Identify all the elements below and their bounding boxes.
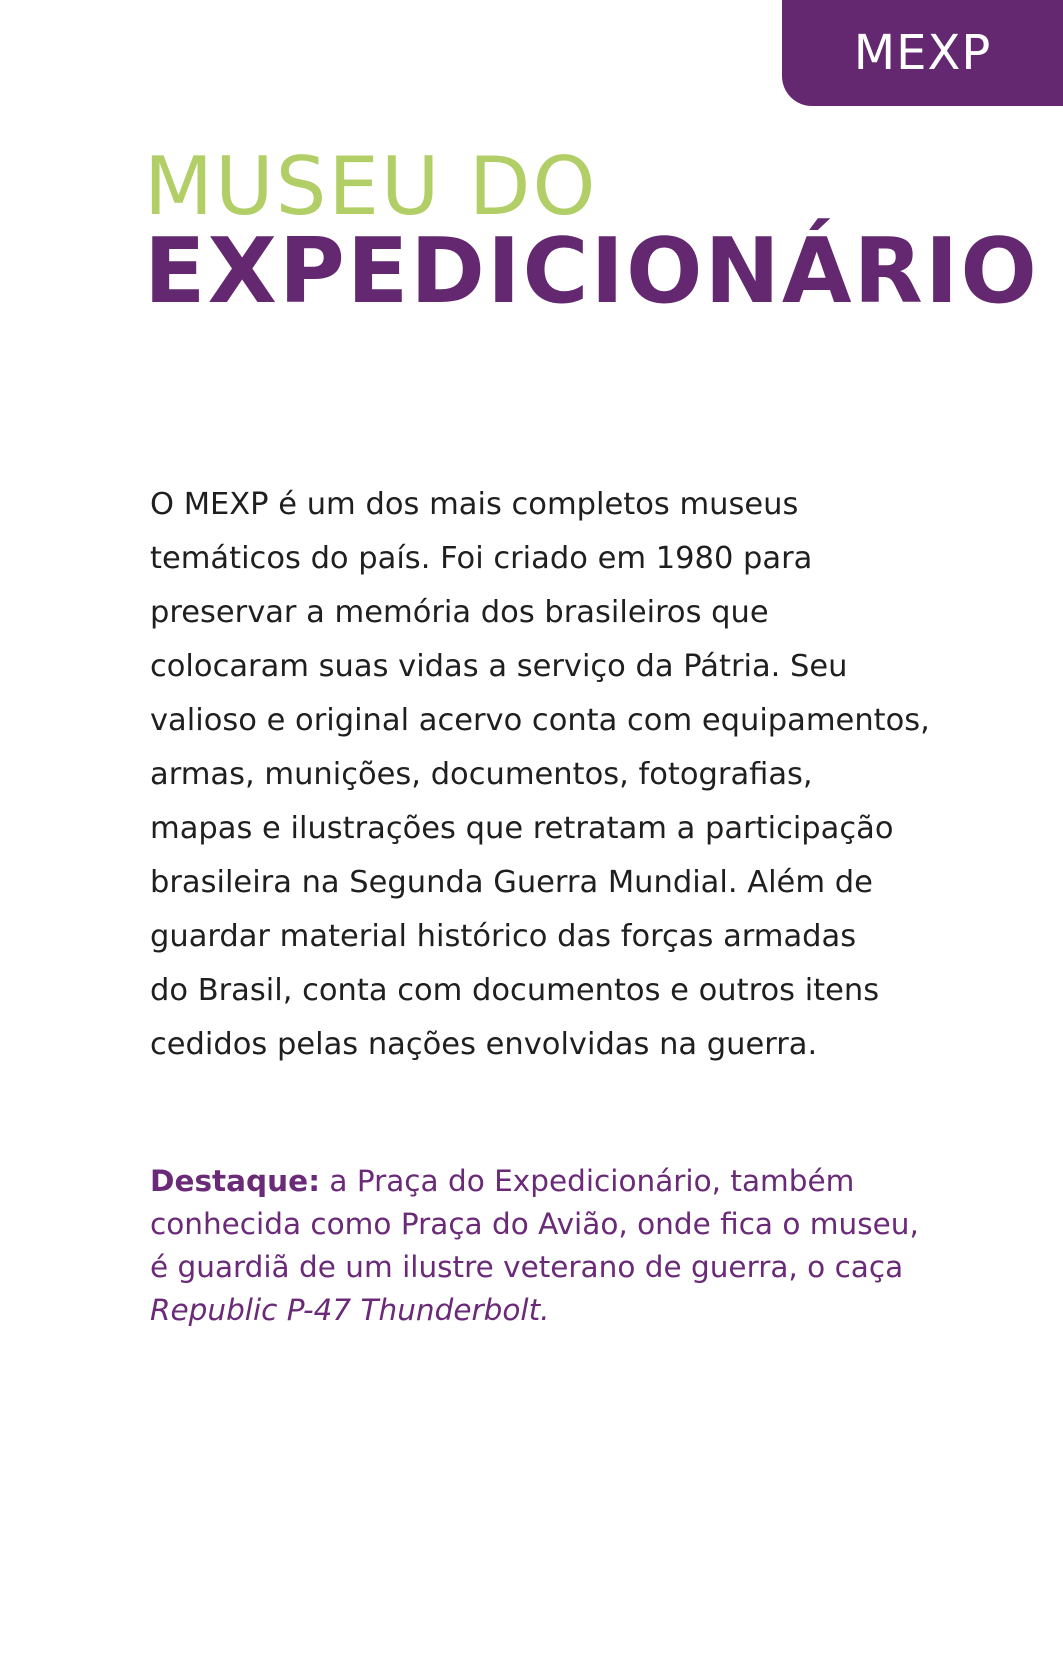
body-line: do Brasil, conta com documentos e outros itens — [150, 973, 880, 1008]
body-line: guardar material histórico das forças armadas — [150, 919, 857, 954]
body-line: O MEXP é um dos mais completos museus — [150, 487, 799, 522]
body-line: cedidos pelas nações envolvidas na guerra. — [150, 1027, 818, 1062]
mexp-tab: MEXP — [782, 0, 1063, 106]
highlight-line — [150, 1160, 920, 1203]
title-line-museu-do: MUSEU DO — [144, 140, 598, 233]
body-line: brasileira na Segunda Guerra Mundial. Além de — [150, 865, 873, 900]
body-line: mapas e ilustrações que retratam a participação — [150, 811, 894, 846]
highlight-line: conhecida como Praça do Avião, onde fica o museu, — [150, 1207, 919, 1241]
title-line-expedicionario: EXPEDICIONÁRIO — [144, 219, 1039, 324]
body-line: preservar a memória dos brasileiros que — [150, 595, 769, 630]
highlight-line: é guardiã de um ilustre veterano de guerra, o caça — [150, 1250, 904, 1284]
body-line: valioso e original acervo conta com equipamentos, — [150, 703, 930, 738]
highlight-text: a Praça do Expedicionário, também — [320, 1164, 855, 1198]
body-line: temáticos do país. Foi criado em 1980 para — [150, 541, 813, 576]
highlight-aircraft-name: Republic P-47 Thunderbolt. — [150, 1293, 550, 1327]
body-paragraph — [150, 478, 930, 1072]
body-line: colocaram suas vidas a serviço da Pátria. Seu — [150, 649, 848, 684]
highlight-paragraph — [150, 1160, 920, 1332]
highlight-label: Destaque: — [150, 1164, 320, 1198]
body-line: armas, munições, documentos, fotografias, — [150, 757, 813, 792]
